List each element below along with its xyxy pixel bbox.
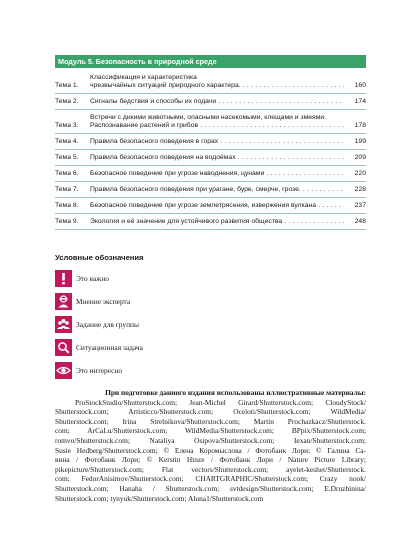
legend-label: Мнение эксперта — [76, 297, 131, 306]
credits-line: Shutterstock.com; Irina Strelnikova/Shutterstock.com; Martin Prochazkacz/Shutterstock. — [55, 416, 366, 426]
toc-topic-number: Тема 9. — [55, 218, 79, 225]
toc-topic-title — [90, 114, 344, 130]
toc-page-number: 237 — [354, 202, 366, 209]
credits-heading: При подготовке данного издания использованы иллюстративные материалы: — [105, 388, 366, 397]
toc-title-line: Безопасное поведение при угрозе наводнения, цунами . . . — [90, 170, 344, 178]
toc-title-line: Классификация и характеристика — [90, 74, 197, 81]
toc-title-line: Безопасное поведение при угрозе землетрясения, извержения вулкана . . . — [90, 202, 344, 210]
legend-item-interesting — [55, 362, 122, 379]
toc-row[interactable] — [55, 198, 366, 214]
toc-page-number: 199 — [354, 138, 366, 145]
toc-row[interactable] — [55, 166, 366, 182]
toc-topic-number: Тема 6. — [55, 170, 79, 177]
legend-item-important — [55, 270, 109, 287]
toc-topic-number: Тема 4. — [55, 138, 79, 145]
legend-label: Задание для группы — [76, 320, 139, 329]
toc-row[interactable] — [55, 134, 366, 150]
toc-title-line: Правила безопасного поведения в горах . . . — [90, 138, 344, 146]
toc-title-line: чрезвычайных ситуаций природного характера. . . . — [90, 82, 344, 90]
toc-topic-title — [90, 218, 344, 226]
credits-line: вина / Фотобанк Лори; © Kerstin Hinze / Фотобанк Лори / Nature Picture Library; — [55, 455, 366, 465]
toc-title-line: Правила безопасного поведения на водоёмах . . . — [90, 154, 344, 162]
expert-icon — [55, 293, 72, 310]
legend-label: Это важно — [76, 274, 109, 283]
toc-topic-number: Тема 8. — [55, 202, 79, 209]
exclamation-icon — [55, 270, 72, 287]
credits-line: Shutterstock.com; Hanaha / Shutterstock.com; svtdesign/Shutterstock.com; E.Druzhinina/ — [55, 483, 366, 493]
toc-row[interactable] — [55, 70, 366, 94]
toc-topic-number: Тема 7. — [55, 186, 79, 193]
credits-line: Shutterstock.com; tynyuk/Shutterstock.com; Aluna1/Shutterstock.com — [55, 493, 264, 503]
toc-row[interactable] — [55, 150, 366, 166]
credits-line: Susie Hedberg/Shutterstock.com; © Елена Коромыслова / Фотобанк Лори; © Галина Са- — [55, 445, 366, 455]
credits-line: romvo/Shutterstock.com; Nataliya Osipova/Shutterstock.com; Iexan/Shutterstock.com; — [55, 435, 366, 445]
magnifier-icon — [55, 339, 72, 356]
toc-title-line: Сигналы бедствия и способы их подачи . . . — [90, 98, 344, 106]
eye-icon — [55, 362, 72, 379]
toc-topic-number: Тема 1. — [55, 82, 79, 89]
legend-label: Это интересно — [76, 366, 123, 375]
toc-title-line: Экология и её значение для устойчивого развития общества . . . — [90, 218, 344, 226]
legend-item-group — [55, 316, 139, 333]
toc-page-number: 160 — [354, 82, 366, 89]
credits-line: ProStockStudio/Shutterstock.com; Jean-Michel Girard/Shutterstock.com; CloudyStock/ — [75, 397, 366, 407]
toc-topic-title — [90, 170, 344, 178]
legend-item-expert — [55, 293, 130, 310]
toc-topic-title — [90, 74, 344, 90]
toc-page-number: 248 — [354, 218, 366, 225]
credits-line: com; ArCaLu/Shutterstock.com; WildMedia/Shutterstock.com; BPpix/Shutterstock.com; — [55, 426, 366, 436]
toc-row[interactable] — [55, 94, 366, 110]
toc-page-number: 178 — [354, 122, 366, 129]
toc-row[interactable] — [55, 214, 366, 230]
legend-item-case — [55, 339, 143, 356]
toc-page-number: 228 — [354, 186, 366, 193]
toc-row[interactable] — [55, 182, 366, 198]
table-of-contents — [55, 70, 366, 230]
toc-topic-title — [90, 186, 344, 194]
illustration-credits — [55, 388, 366, 503]
toc-topic-number: Тема 2. — [55, 98, 79, 105]
toc-topic-number: Тема 5. — [55, 154, 79, 161]
toc-page-number: 220 — [354, 170, 366, 177]
legend-title: Условные обозначения — [55, 253, 144, 262]
toc-page-number: 174 — [354, 98, 366, 105]
toc-topic-number: Тема 3. — [55, 122, 79, 129]
credits-line: pikepicture/Shutterstock.com; Flat vectors/Shutterstock.com; ayelet-keshet/Shutterstock. — [55, 464, 366, 474]
module-title: Модуль 5. Безопасность в природной среде — [55, 55, 366, 68]
credits-line: com; FedorAnisimov/Shutterstock.com; CHARTGRAPHIC/Shutterstock.com; Crazy nook/ — [55, 474, 366, 484]
toc-topic-title — [90, 154, 344, 162]
toc-page-number: 209 — [354, 154, 366, 161]
toc-row[interactable] — [55, 110, 366, 134]
toc-title-line: Правила безопасного поведения при урагане, буре, смерче, грозе. . . . — [90, 186, 344, 194]
toc-topic-title — [90, 98, 344, 106]
toc-title-line: Встречи с дикими животными, опасными насекомыми, клещами и змеями. — [90, 114, 327, 121]
toc-topic-title — [90, 138, 344, 146]
legend-label: Ситуационная задача — [76, 343, 143, 352]
toc-topic-title — [90, 202, 344, 210]
credits-line: Shutterstock.com; Artisticco/Shutterstock.com; Oceloti/Shutterstock.com; WildMedia/ — [55, 407, 366, 417]
group-icon — [55, 316, 72, 333]
toc-title-line: Распознавание растений и грибов . . . — [90, 122, 344, 130]
